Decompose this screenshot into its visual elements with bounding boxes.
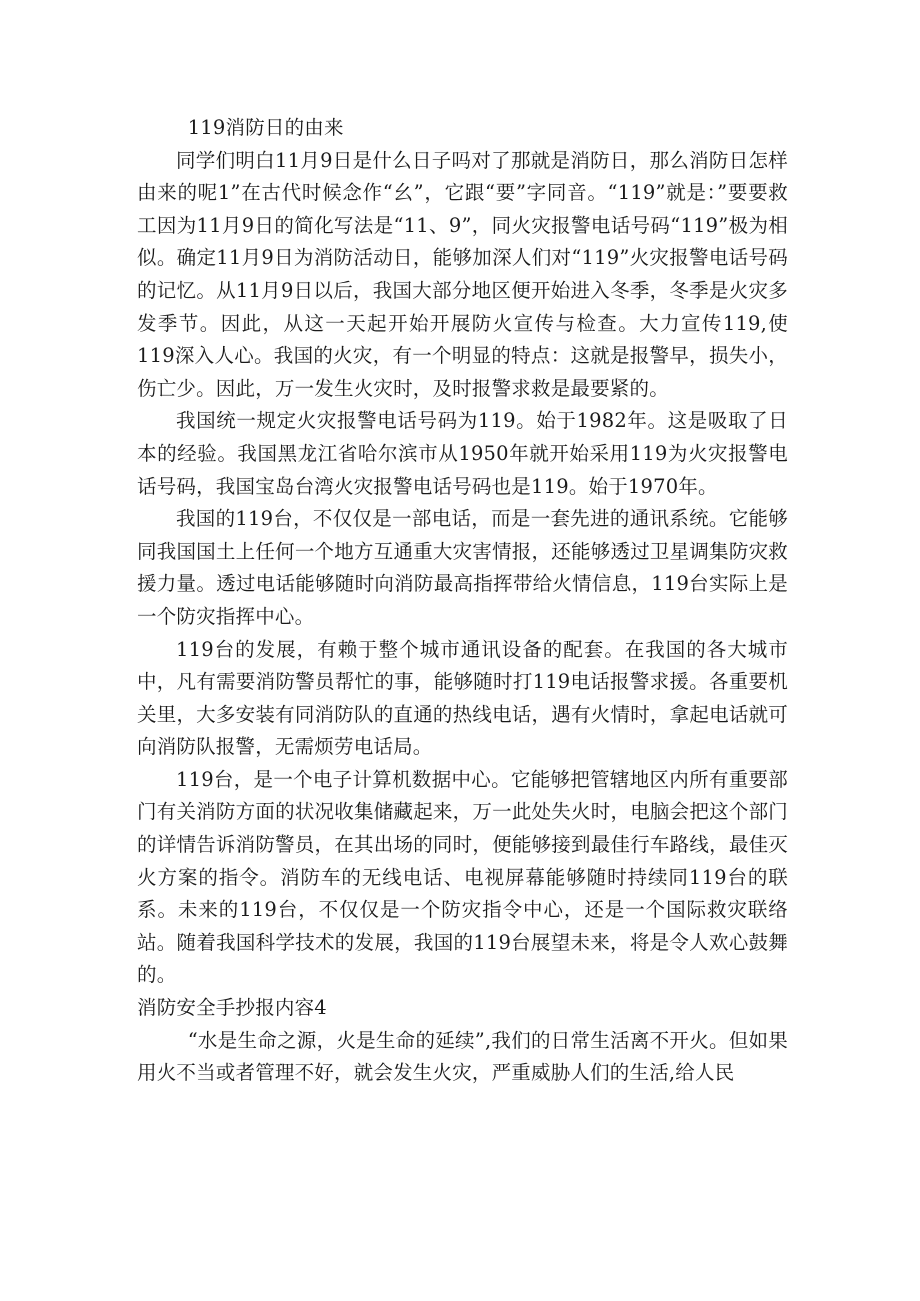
paragraph-3: 我国的119台，不仅仅是一部电话，而是一套先进的通讯系统。它能够同我国国土上任何一个地方互通重大灾害情报，还能够透过卫星调集防灾救援力量。透过电话能够随时向消防最高指挥带给火情信息，119台实际上是一个防灾指挥中心。	[137, 507, 788, 628]
paragraph-1: 同学们明白11月9日是什么日子吗对了那就是消防日，那么消防日怎样由来的呢1”在古代时候念作“幺”，它跟“要”字同音。“119”就是：”要要救工因为11月9日的简化写法是“11、9”，同火灾报警电话号码“119”极为相似。确定11月9日为消防活动日，能够加深人们对“119”火灾报警电话号码的记忆。从11月9日以后，我国大部分地区便开始进入冬季，冬季是火灾多发季节。因此，从这一天起开始开展防火宣传与检查。大力宣传119,使119深入人心。我国的火灾，有一个明显的特点：这就是报警早，损失小，伤亡少。因此，万一发生火灾时，及时报警求救是最要紧的。	[137, 148, 788, 400]
heading: 119消防日的由来	[187, 116, 344, 139]
section-paragraph: “水是生命之源，火是生命的延续”,我们的日常生活离不开火。但如果用火不当或者管理不好，就会发生火灾，严重威胁人们的生活,给人民	[137, 1028, 788, 1085]
document-body	[137, 112, 788, 1090]
paragraph-5: 119台，是一个电子计算机数据中心。它能够把管辖地区内所有重要部门有关消防方面的状况收集储藏起来，万一此处失火时，电脑会把这个部门的详情告诉消防警员，在其出场的同时，便能够接到最佳行车路线，最佳灭火方案的指令。消防车的无线电话、电视屏幕能够随时持续同119台的联系。未来的119台，不仅仅是一个防灾指令中心，还是一个国际救灾联络站。随着我国科学技术的发展，我国的119台展望未来，将是令人欢心鼓舞的。	[137, 767, 788, 987]
paragraph-4: 119台的发展，有赖于整个城市通讯设备的配套。在我国的各大城市中，凡有需要消防警员帮忙的事，能够随时打119电话报警求援。各重要机关里，大多安装有同消防队的直通的热线电话，遇有火情时，拿起电话就可向消防队报警，无需烦劳电话局。	[137, 637, 788, 759]
section-title: 消防安全手抄报内容4	[137, 996, 327, 1020]
paragraph-2: 我国统一规定火灾报警电话号码为119。始于1982年。这是吸取了日本的经验。我国黑龙江省哈尔滨市从1950年就开始采用119为火灾报警电话号码，我国宝岛台湾火灾报警电话号码也是119。始于1970年。	[137, 409, 788, 498]
